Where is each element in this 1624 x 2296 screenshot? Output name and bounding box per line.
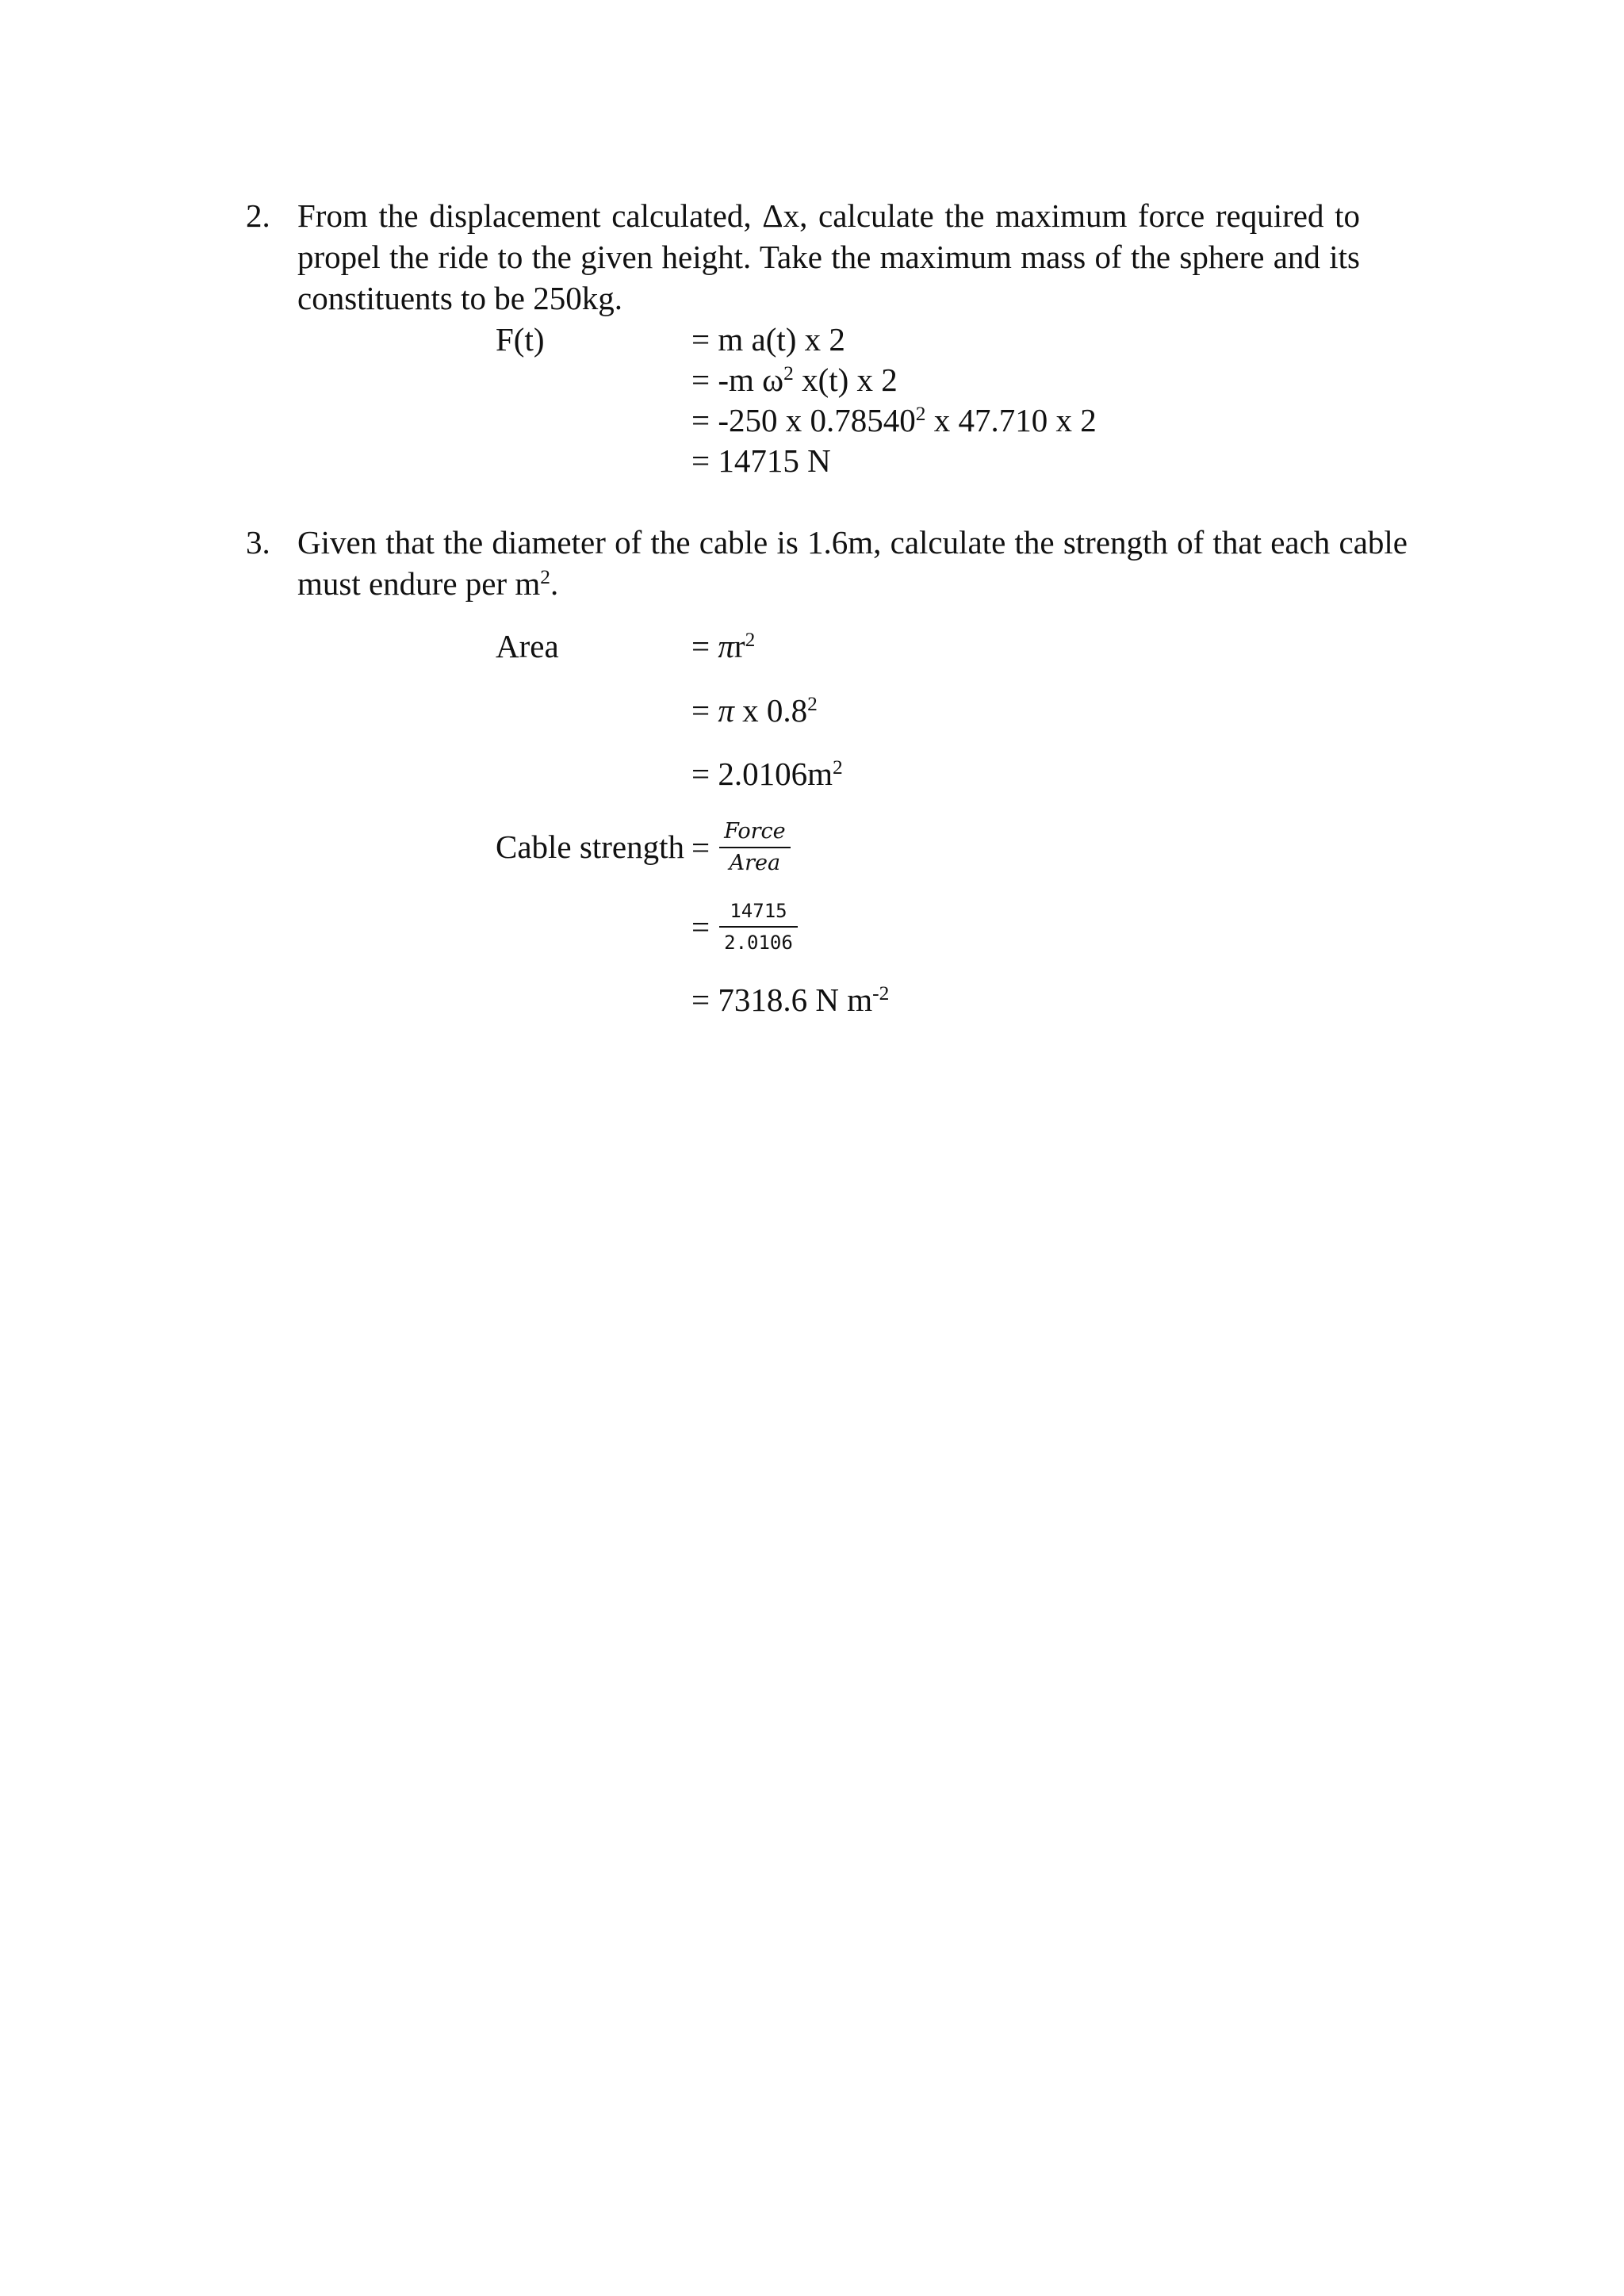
area-line-2-sup: 2 — [807, 693, 818, 716]
area-line-2-eq: = — [691, 692, 718, 729]
pi-symbol: π — [718, 692, 734, 729]
fraction-denominator: Area — [729, 851, 781, 875]
force-line-2 — [691, 359, 898, 400]
force-line-3 — [691, 400, 1097, 441]
fraction-denominator: 2.0106 — [724, 932, 793, 954]
strength-result — [691, 979, 889, 1020]
force-label: F(t) — [496, 321, 545, 358]
area-line-1-eq: = — [691, 628, 718, 664]
question-3-end: . — [550, 565, 559, 602]
fraction-numerator: 14715 — [730, 900, 787, 922]
question-2-number: 2. — [246, 197, 270, 234]
force-line-3-a: = -250 x 0.78540 — [691, 402, 916, 438]
pi-symbol: π — [718, 628, 734, 664]
force-line-1: = m a(t) x 2 — [691, 321, 845, 358]
numeric-fraction — [719, 896, 798, 958]
area-line-3 — [691, 753, 843, 794]
area-line-1-r: r — [733, 628, 745, 664]
area-line-3-text: = 2.0106m — [691, 756, 833, 792]
area-label: Area — [496, 628, 559, 664]
fraction-numerator: Force — [724, 819, 786, 844]
cable-strength-label: Cable strength — [496, 828, 684, 865]
question-3-text — [297, 522, 1408, 604]
question-3-number: 3. — [246, 524, 270, 561]
force-line-2-sup: 2 — [783, 362, 794, 385]
force-line-2-a: = -m ω — [691, 362, 784, 398]
area-line-2 — [691, 690, 818, 731]
equals-sign: = — [691, 909, 710, 945]
area-line-1 — [691, 626, 755, 667]
strength-result-sup: -2 — [872, 982, 890, 1005]
force-line-4: = 14715 N — [691, 442, 831, 479]
equals-sign: = — [691, 829, 710, 866]
strength-substitution — [691, 896, 798, 958]
area-line-2-rest: x 0.8 — [733, 692, 808, 729]
strength-formula — [691, 817, 791, 878]
strength-result-text: = 7318.6 N m — [691, 982, 873, 1018]
force-over-area-fraction — [719, 817, 791, 878]
force-line-3-b: x 47.710 x 2 — [925, 402, 1097, 438]
area-line-3-sup: 2 — [833, 756, 843, 779]
question-3-sup: 2 — [540, 566, 550, 589]
area-line-1-sup: 2 — [745, 629, 756, 652]
question-2-text — [297, 195, 1360, 319]
force-line-3-sup: 2 — [915, 403, 926, 426]
question-3-body: Given that the diameter of the cable is 1.6m, calculate the strength of that each cable must endure per m — [297, 524, 1408, 602]
question-2-body: From the displacement calculated, Δx, calculate the maximum force required to propel the ride to the given height. Take the maximum mass of the sphere and its constituents to be 250kg. — [297, 197, 1360, 316]
force-line-2-b: x(t) x 2 — [793, 362, 898, 398]
